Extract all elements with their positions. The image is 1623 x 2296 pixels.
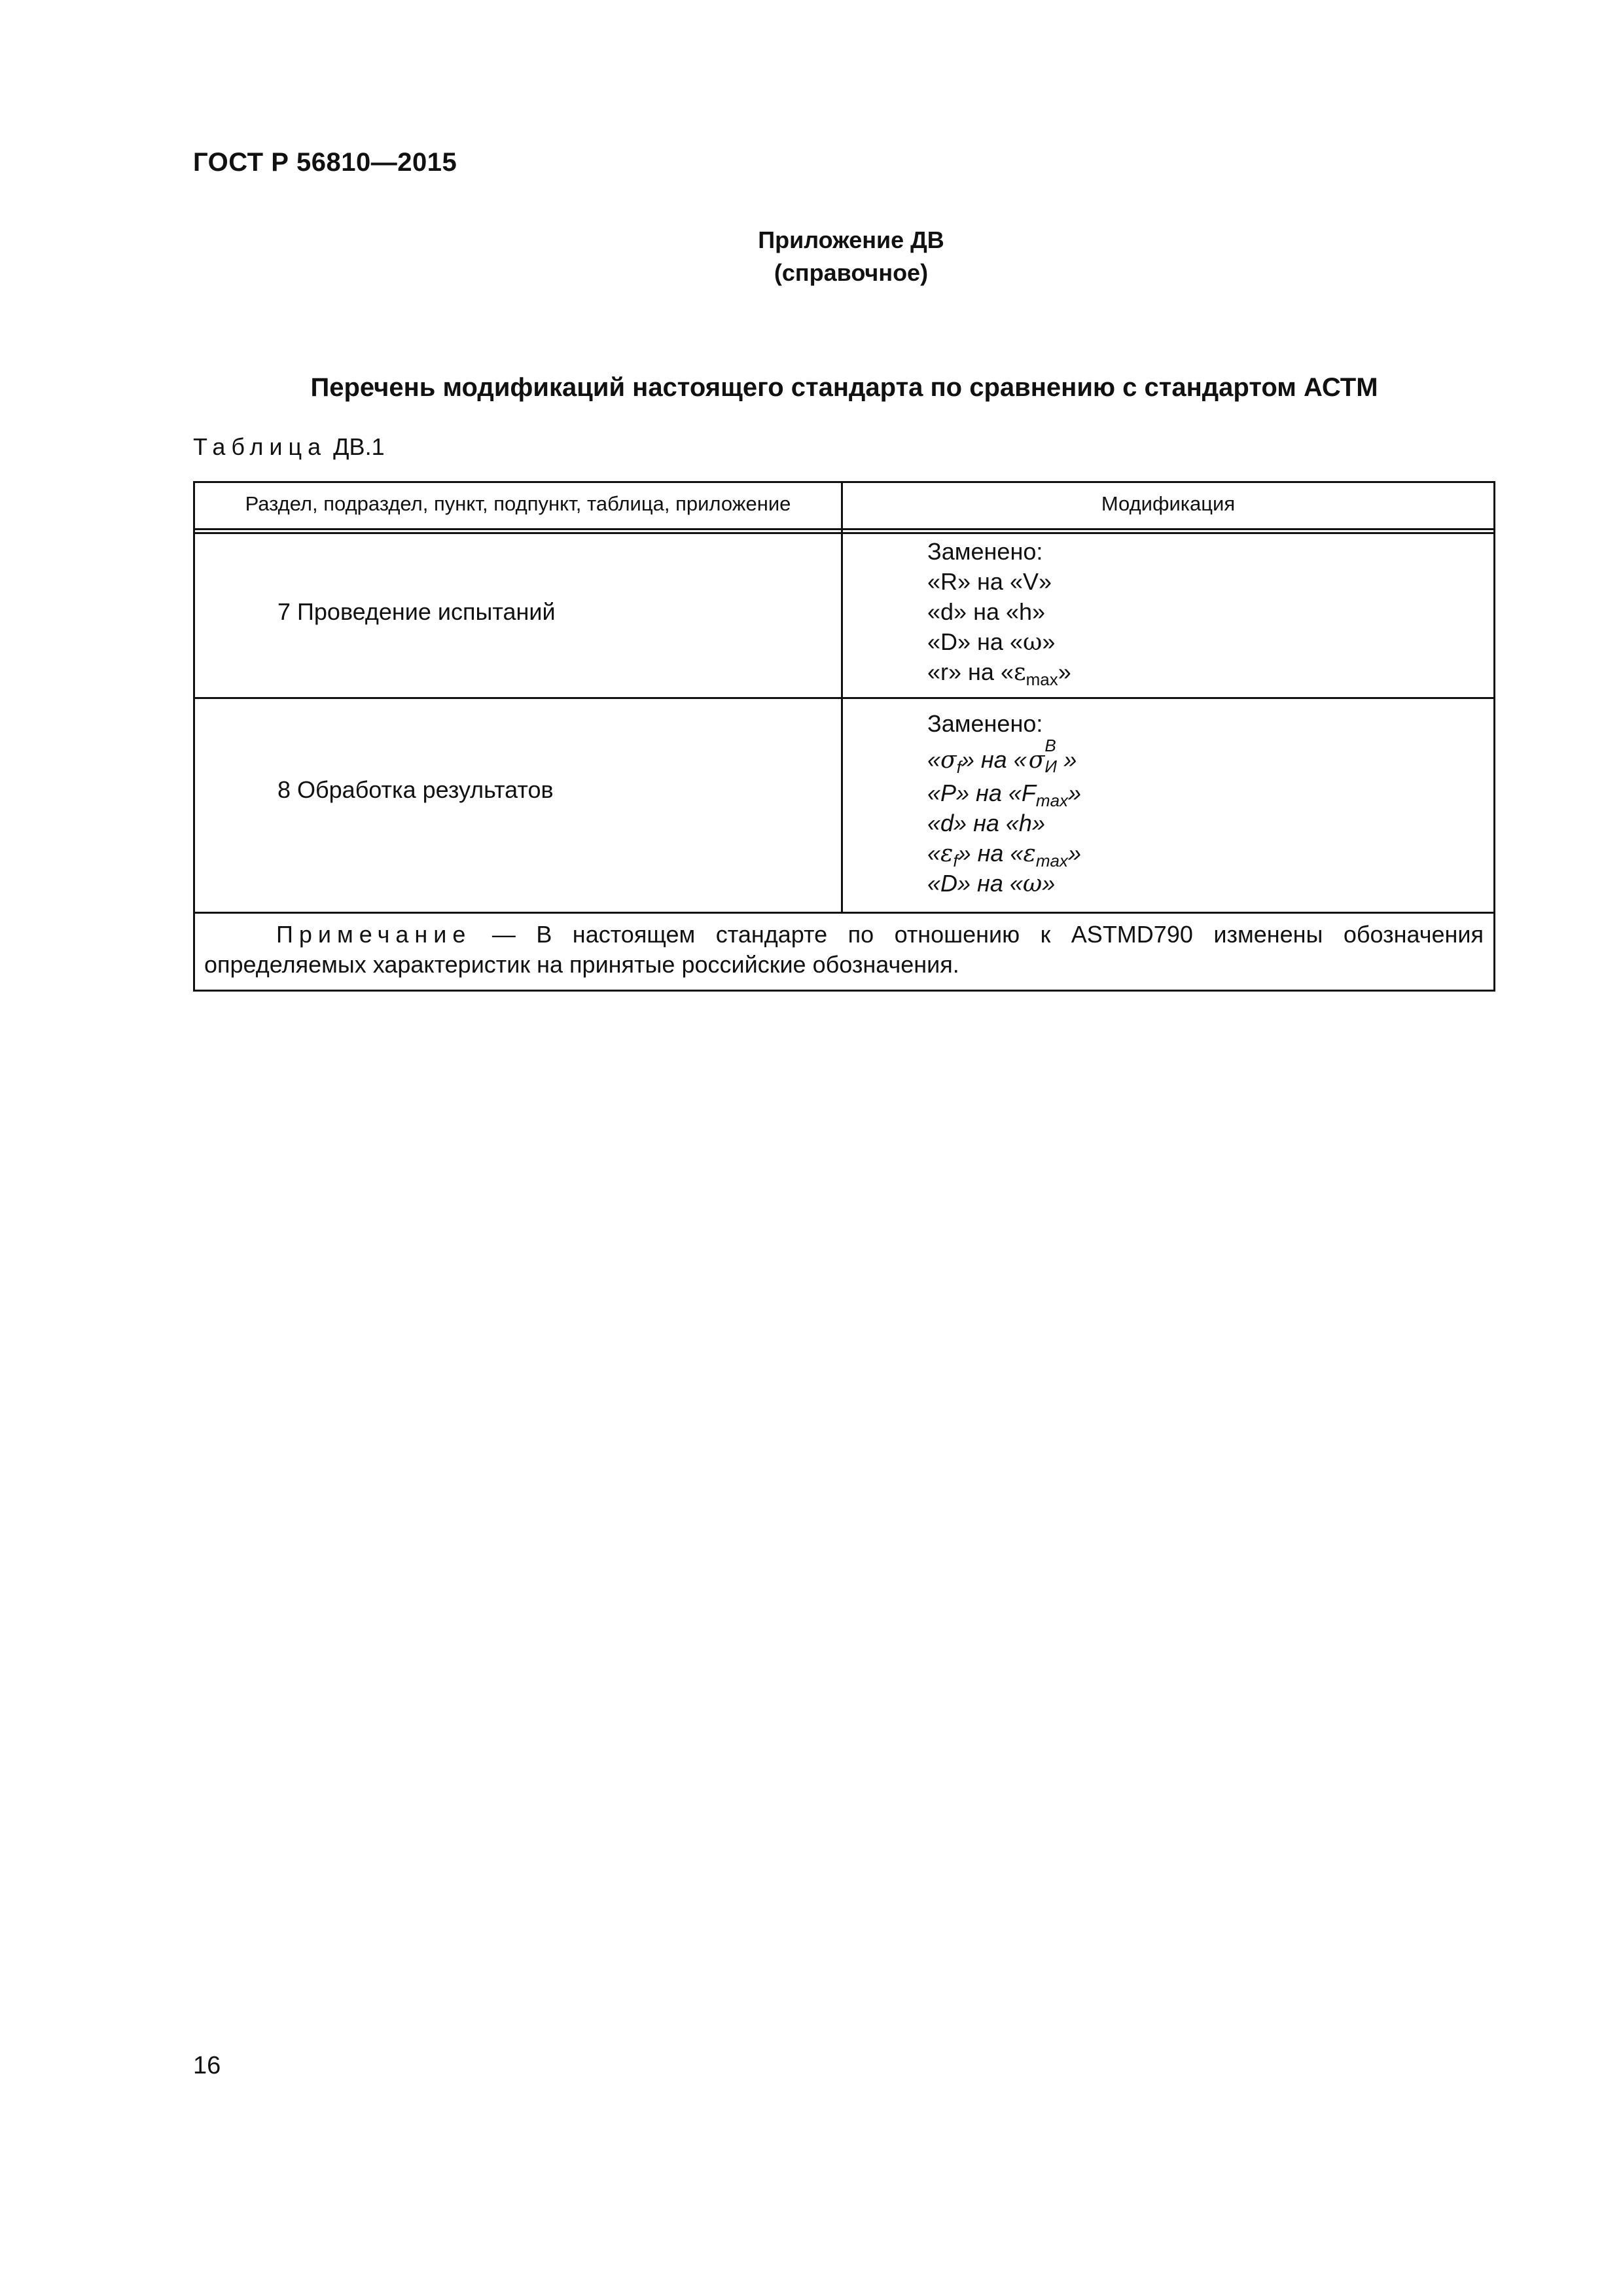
table-caption-number: ДВ.1: [333, 433, 385, 460]
page-number: 16: [193, 2052, 221, 2079]
modification-item: «D» на «ω»: [927, 628, 1056, 656]
section-title: Перечень модификаций настоящего стандарта по сравнению с стандартом АСТМ: [310, 373, 1378, 402]
note-label: Примечание: [276, 921, 472, 948]
modification-item: «$\varepsilon_f$» на «$\varepsilon_{max}$»: [927, 840, 1081, 871]
table-header-divider: [193, 528, 1495, 530]
row-section-testing: 7 Проведение испытаний: [277, 598, 556, 625]
table-caption: [193, 433, 385, 461]
appendix-title: Приложение ДВ: [758, 226, 944, 253]
table-header-divider-double: [193, 532, 1495, 534]
table-row-divider: [193, 697, 1495, 699]
modification-item: «d» на «h»: [927, 598, 1046, 625]
row-modifications-processing: [927, 709, 1081, 899]
modification-item: «r» на «$\varepsilon_{max}$»: [927, 658, 1071, 690]
modification-item: «D» на «ω»: [927, 870, 1056, 897]
modification-item: «d» на «h»: [927, 810, 1045, 836]
modification-item: «R» на «V»: [927, 568, 1052, 595]
column-header-section: Раздел, подраздел, пункт, подпункт, таблица, приложение: [245, 492, 791, 515]
appendix-type: (справочное): [774, 259, 929, 286]
table-note-divider: [193, 912, 1495, 914]
table-note: [204, 920, 1484, 980]
replaced-label: Заменено:: [927, 538, 1043, 565]
document-code: ГОСТ Р 56810—2015: [193, 148, 457, 177]
table-caption-word: Таблица: [193, 433, 327, 460]
modifications-table: [193, 481, 1495, 992]
replaced-label: Заменено:: [927, 710, 1043, 737]
appendix-heading: [0, 224, 1623, 289]
modification-item: «$\sigma_f$» на « σ В И »: [927, 736, 1077, 778]
row-modifications-testing: [927, 537, 1071, 690]
modification-item: «P» на «$F_{max}$»: [927, 780, 1082, 811]
row-section-processing: 8 Обработка результатов: [277, 776, 554, 803]
note-text: — В настоящем стандарте по отношению к ASTMD790 изменены обозначения определяемых характеристик на принятые российские обозначения.: [204, 921, 1484, 978]
column-header-modification: Модификация: [1101, 492, 1236, 515]
